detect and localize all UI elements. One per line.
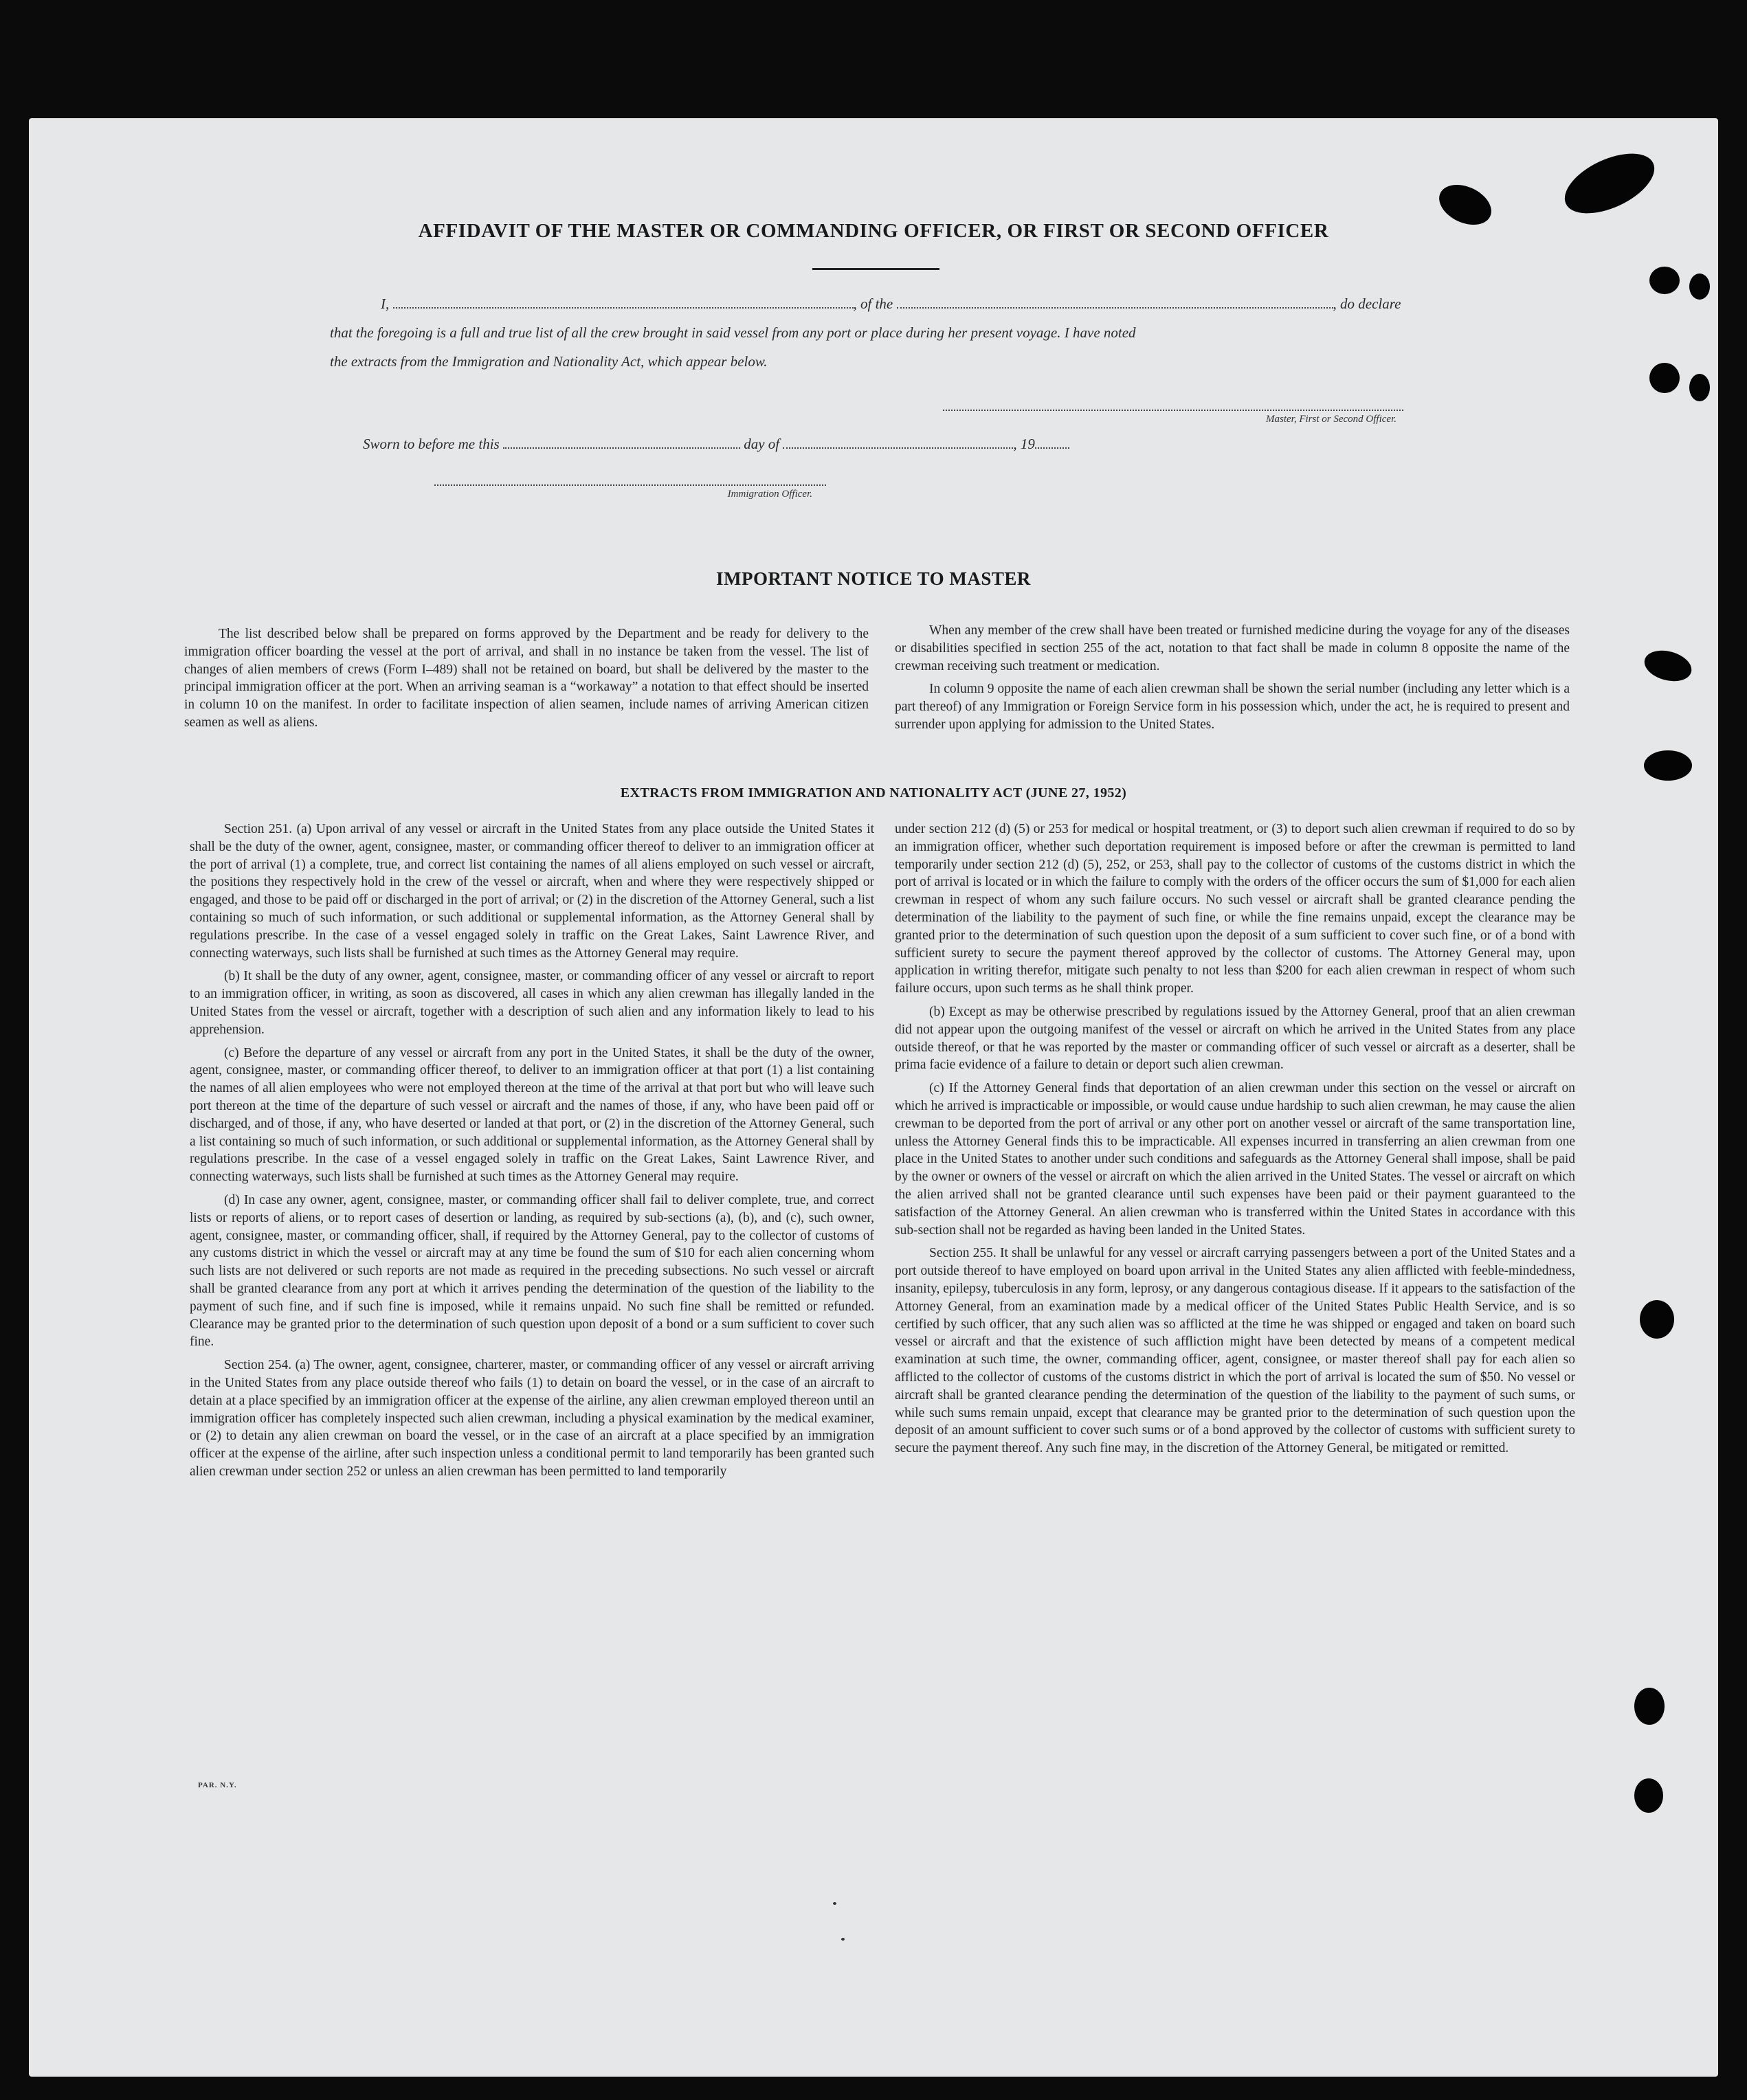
speck <box>841 1938 845 1941</box>
officer-signature-line[interactable] <box>434 484 826 486</box>
extract-paragraph: Section 251. (a) Upon arrival of any vessel or aircraft in the United States from any place outside the United States it shall be the duty of the owner, agent, consignee, master, or commanding officer thereof to deliver to an immigration officer at the port of arrival (1) a complete, true, and correct list containing the names of all aliens employed on such vessel or aircraft, the positions they respectively hold in the crew of the vessel or aircraft, when and where they were respectively shipped or engaged, and those to be paid off or discharged in the port of arrival; or (2) in the discretion of the Attorney General, such a list containing so much of such information, or such additional or supplemental information, as the Attorney General shall by regulations prescribe. In the case of a vessel engaged solely in traffic on the Great Lakes, Saint Lawrence River, and connecting waterways, such lists shall be furnished at such times as the Attorney General may require. <box>190 822 874 961</box>
extract-paragraph: (c) If the Attorney General finds that deportation of an alien crewman under this section on the vessel or aircraft on which he arrived is impracticable or impossible, or would cause undue hardship to such alien crewman, he may cause the alien crewman to be deported from the port of arrival or any other port on another vessel or aircraft of the same transportation line, unless the Attorney General finds this to be impracticable. All expenses incurred in transferring an alien crewman from one place in the United States to another under such conditions and safeguards as the Attorney General shall impose, shall be paid by the owner or owners of the vessel or aircraft on which the alien arrived in the United States. The vessel or aircraft on which the alien arrived shall not be granted clearance until such expenses have been paid or their payment guaranteed to the satisfaction of the Attorney General. An alien crewman who is transferred within the United States in accordance with this sub-section shall not be regarded as having been landed in the United States. <box>895 1081 1575 1238</box>
sworn-date-blank[interactable] <box>503 436 740 449</box>
sworn-day-of: day of <box>744 436 780 452</box>
punch-hole <box>1640 1300 1674 1339</box>
extract-paragraph: under section 212 (d) (5) or 253 for medical or hospital treatment, or (3) to deport such alien crewman if required to do so by an immigration officer, whether such deportation requirement is imposed before or after the crewman is permitted to land temporarily under section 212 (d) (5), 252, or 253, shall pay to the collector of customs of the customs district in which the port of arrival is located or in which the failure to comply with the orders of the officer occurs the sum of $1,000 for each alien crewman in respect of whom any such failure occurs. No such vessel or aircraft shall be granted clearance pending the determination of the liability to the payment of such fine, or while the fine remains unpaid, except the clearance may be granted prior to the determination of such question upon the deposit of a sum sufficient to cover such fine, or of a bond with sufficient surety to secure the payment thereof approved by the collector of customs. The Attorney General may, upon application in writing therefor, mitigate such penalty to not less than $200 for each alien crewman in respect of whom such failure occurs, upon such terms as he shall think proper. <box>895 822 1575 996</box>
ink-blot <box>1556 142 1663 226</box>
extracts-left-column <box>190 820 874 1486</box>
notice-title: IMPORTANT NOTICE TO MASTER <box>716 568 1031 589</box>
master-signature-line[interactable] <box>943 410 1403 411</box>
punch-hole <box>1689 273 1710 300</box>
punch-hole <box>1634 1688 1665 1725</box>
name-blank[interactable] <box>393 296 854 309</box>
declaration-line-2: that the foregoing is a full and true list of all the crew brought in said vessel from any port or place during her present voyage. I have noted <box>330 324 1136 341</box>
declaration-declare: , do declare <box>1333 295 1401 312</box>
declaration-line-1 <box>381 295 1401 313</box>
extract-paragraph: Section 254. (a) The owner, agent, consignee, charterer, master, or commanding officer of any vessel or aircraft arriving in the United States from any place outside thereof who fails (1) to detain on board the vessel, or in the case of an aircraft to detain at a place specified by an immigration officer at the expense of the airline, any alien crewman employed thereon until an immigration officer has completely inspected such alien crewman, including a physical examination by the medical examiner, or (2) to detain any alien crewman on board the vessel, or in the case of an aircraft at a place specified by an immigration officer at the expense of the airline, after such inspection unless a conditional permit to land temporarily has been granted such alien crewman under section 252 or unless an alien crewman has been permitted to land temporarily <box>190 1358 874 1479</box>
punch-hole <box>1634 1778 1663 1813</box>
extracts-title: EXTRACTS FROM IMMIGRATION AND NATIONALITY ACT (JUNE 27, 1952) <box>620 785 1127 801</box>
sworn-month-blank[interactable] <box>783 436 1013 449</box>
declaration-i: I, <box>381 295 390 312</box>
officer-caption: Immigration Officer. <box>727 489 812 500</box>
notice-paragraph: The list described below shall be prepared on forms approved by the Department and be ready for delivery to the immigration officer boarding the vessel at the port of arrival, and shall in no instance be taken from the vessel. The list of changes of alien members of crews (Form I–489) shall not be retained on board, but shall be delivered by the master to the principal immigration officer at the port. When an arriving seaman is a “workaway” a notation to that effect should be inserted in column 10 on the manifest. In order to facilitate inspection of alien seamen, include names of arriving American citizen seamen as well as aliens. <box>184 627 869 730</box>
notice-paragraph: In column 9 opposite the name of each alien crewman shall be shown the serial number (including any letter which is a part thereof) of any Immigration or Foreign Service form in his possession which, under the act, he is required to present and surrender upon applying for admission to the United States. <box>895 682 1570 732</box>
extract-paragraph: (c) Before the departure of any vessel or aircraft from any port in the United States, it shall be the duty of the owner, agent, consignee, master, or commanding officer thereof, to deliver to an immigration officer at that port (1) a list containing the names of all alien employees who were not employed thereon at the time of the arrival at that port but who will leave such port thereon at the time of the departure of such vessel or aircraft and the names of those, if any, who have been paid off or discharged, and of those, if any, who have deserted or landed at that port, or (2) in the discretion of the Attorney General, such a list containing so much of such information, or such additional or supplemental information, as the Attorney General shall by regulations prescribe. In the case of a vessel engaged solely in traffic on the Great Lakes, Saint Lawrence River, and connecting waterways, such lists shall be furnished at such times as the Attorney General may require. <box>190 1045 874 1185</box>
notice-left-column <box>184 625 869 737</box>
sworn-line <box>363 436 1069 453</box>
ink-blot <box>1641 646 1695 686</box>
punch-hole <box>1649 363 1680 393</box>
punch-hole <box>1689 374 1710 401</box>
declaration-line-3: the extracts from the Immigration and Nationality Act, which appear below. <box>330 353 768 370</box>
sworn-year: , 19 <box>1013 436 1035 452</box>
notice-paragraph: When any member of the crew shall have been treated or furnished medicine during the voyage for any of the diseases or disabilities specified in section 255 of the act, notation to that fact shall be made in column 8 opposite the name of the crewman receiving such treatment or medication. <box>895 623 1570 673</box>
sworn-year-blank[interactable] <box>1035 436 1069 449</box>
extracts-right-column <box>895 820 1575 1463</box>
document-page <box>29 118 1718 2077</box>
title-divider <box>812 268 939 270</box>
extract-paragraph: (d) In case any owner, agent, consignee, master, or commanding officer shall fail to deliver complete, true, and correct lists or reports of aliens, or to report cases of desertion or landing, as required by sub-sections (a), (b), and (c), such owner, agent, consignee, master, or commanding officer, shall, if required by the Attorney General, pay to the collector of customs of any customs district in which the vessel or aircraft may at any time be found the sum of $10 for each alien concerning whom such lists are not delivered or such reports are not made as required in the preceding subsections. No such vessel or aircraft shall be granted clearance from any port at which it arrives pending the determination of the question of the liability to the payment of such fine, and if such fine is imposed, while it remains unpaid. No such fine shall be remitted or refunded. Clearance may be granted prior to the determination of such question upon deposit of a bond or a sum sufficient to cover such fine. <box>190 1192 874 1350</box>
declaration-of-the: , of the <box>853 295 893 312</box>
master-caption: Master, First or Second Officer. <box>1266 414 1397 425</box>
affidavit-title: AFFIDAVIT OF THE MASTER OR COMMANDING OFFICER, OR FIRST OR SECOND OFFICER <box>418 220 1329 242</box>
ink-blot <box>1644 750 1692 781</box>
extract-paragraph: Section 255. It shall be unlawful for any vessel or aircraft carrying passengers between a port of the United States and a port outside thereof to have employed on board upon arrival in the United States any alien afflicted with feeble-mindedness, insanity, epilepsy, tuberculosis in any form, leprosy, or any dangerous contagious disease. If it appears to the satisfaction of the Attorney General, from an examination made by a medical officer of the United States Public Health Service, and is so certified by such officer, that any such alien was so afflicted at the time he was shipped or engaged and taken on board such vessel or aircraft and that the existence of such affliction might have been detected by means of a competent medical examination at such time, the owner, commanding officer, agent, consignee, or master thereof shall pay for each alien so afflicted to the collector of customs of the customs district in which the port of arrival is located the sum of $50. No vessel or aircraft shall be granted clearance pending the determination of the question of the liability to the payment of such sums, or while such sums remain unpaid, except that clearance may be granted prior to the determination of such question upon the deposit of an amount sufficient to cover such sums or of a bond approved by the collector of customs with sufficient surety to secure the payment thereof. Any such fine may, in the discretion of the Attorney General, be mitigated or remitted. <box>895 1246 1575 1456</box>
extract-paragraph: (b) Except as may be otherwise prescribed by regulations issued by the Attorney General, proof that an alien crewman did not appear upon the outgoing manifest of the vessel or aircraft on which he arrived in the United States from any place outside thereof, or that he was reported by the master or commanding officer of such vessel or aircraft as a deserter, shall be prima facie evidence of a failure to detain or deport such alien crewman. <box>895 1004 1575 1073</box>
notice-right-column <box>895 622 1570 739</box>
punch-hole <box>1649 267 1680 294</box>
extract-paragraph: (b) It shall be the duty of any owner, agent, consignee, master, or commanding officer of any vessel or aircraft to report to an immigration officer, in writing, as soon as discovered, all cases in which any alien crewman has illegally landed in the United States from the vessel or aircraft, together with a description of such alien and any information likely to lead to his apprehension. <box>190 969 874 1037</box>
printer-mark: PAR. N.Y. <box>198 1781 237 1789</box>
vessel-blank[interactable] <box>897 296 1333 309</box>
speck <box>833 1902 836 1905</box>
sworn-prefix: Sworn to before me this <box>363 436 500 452</box>
